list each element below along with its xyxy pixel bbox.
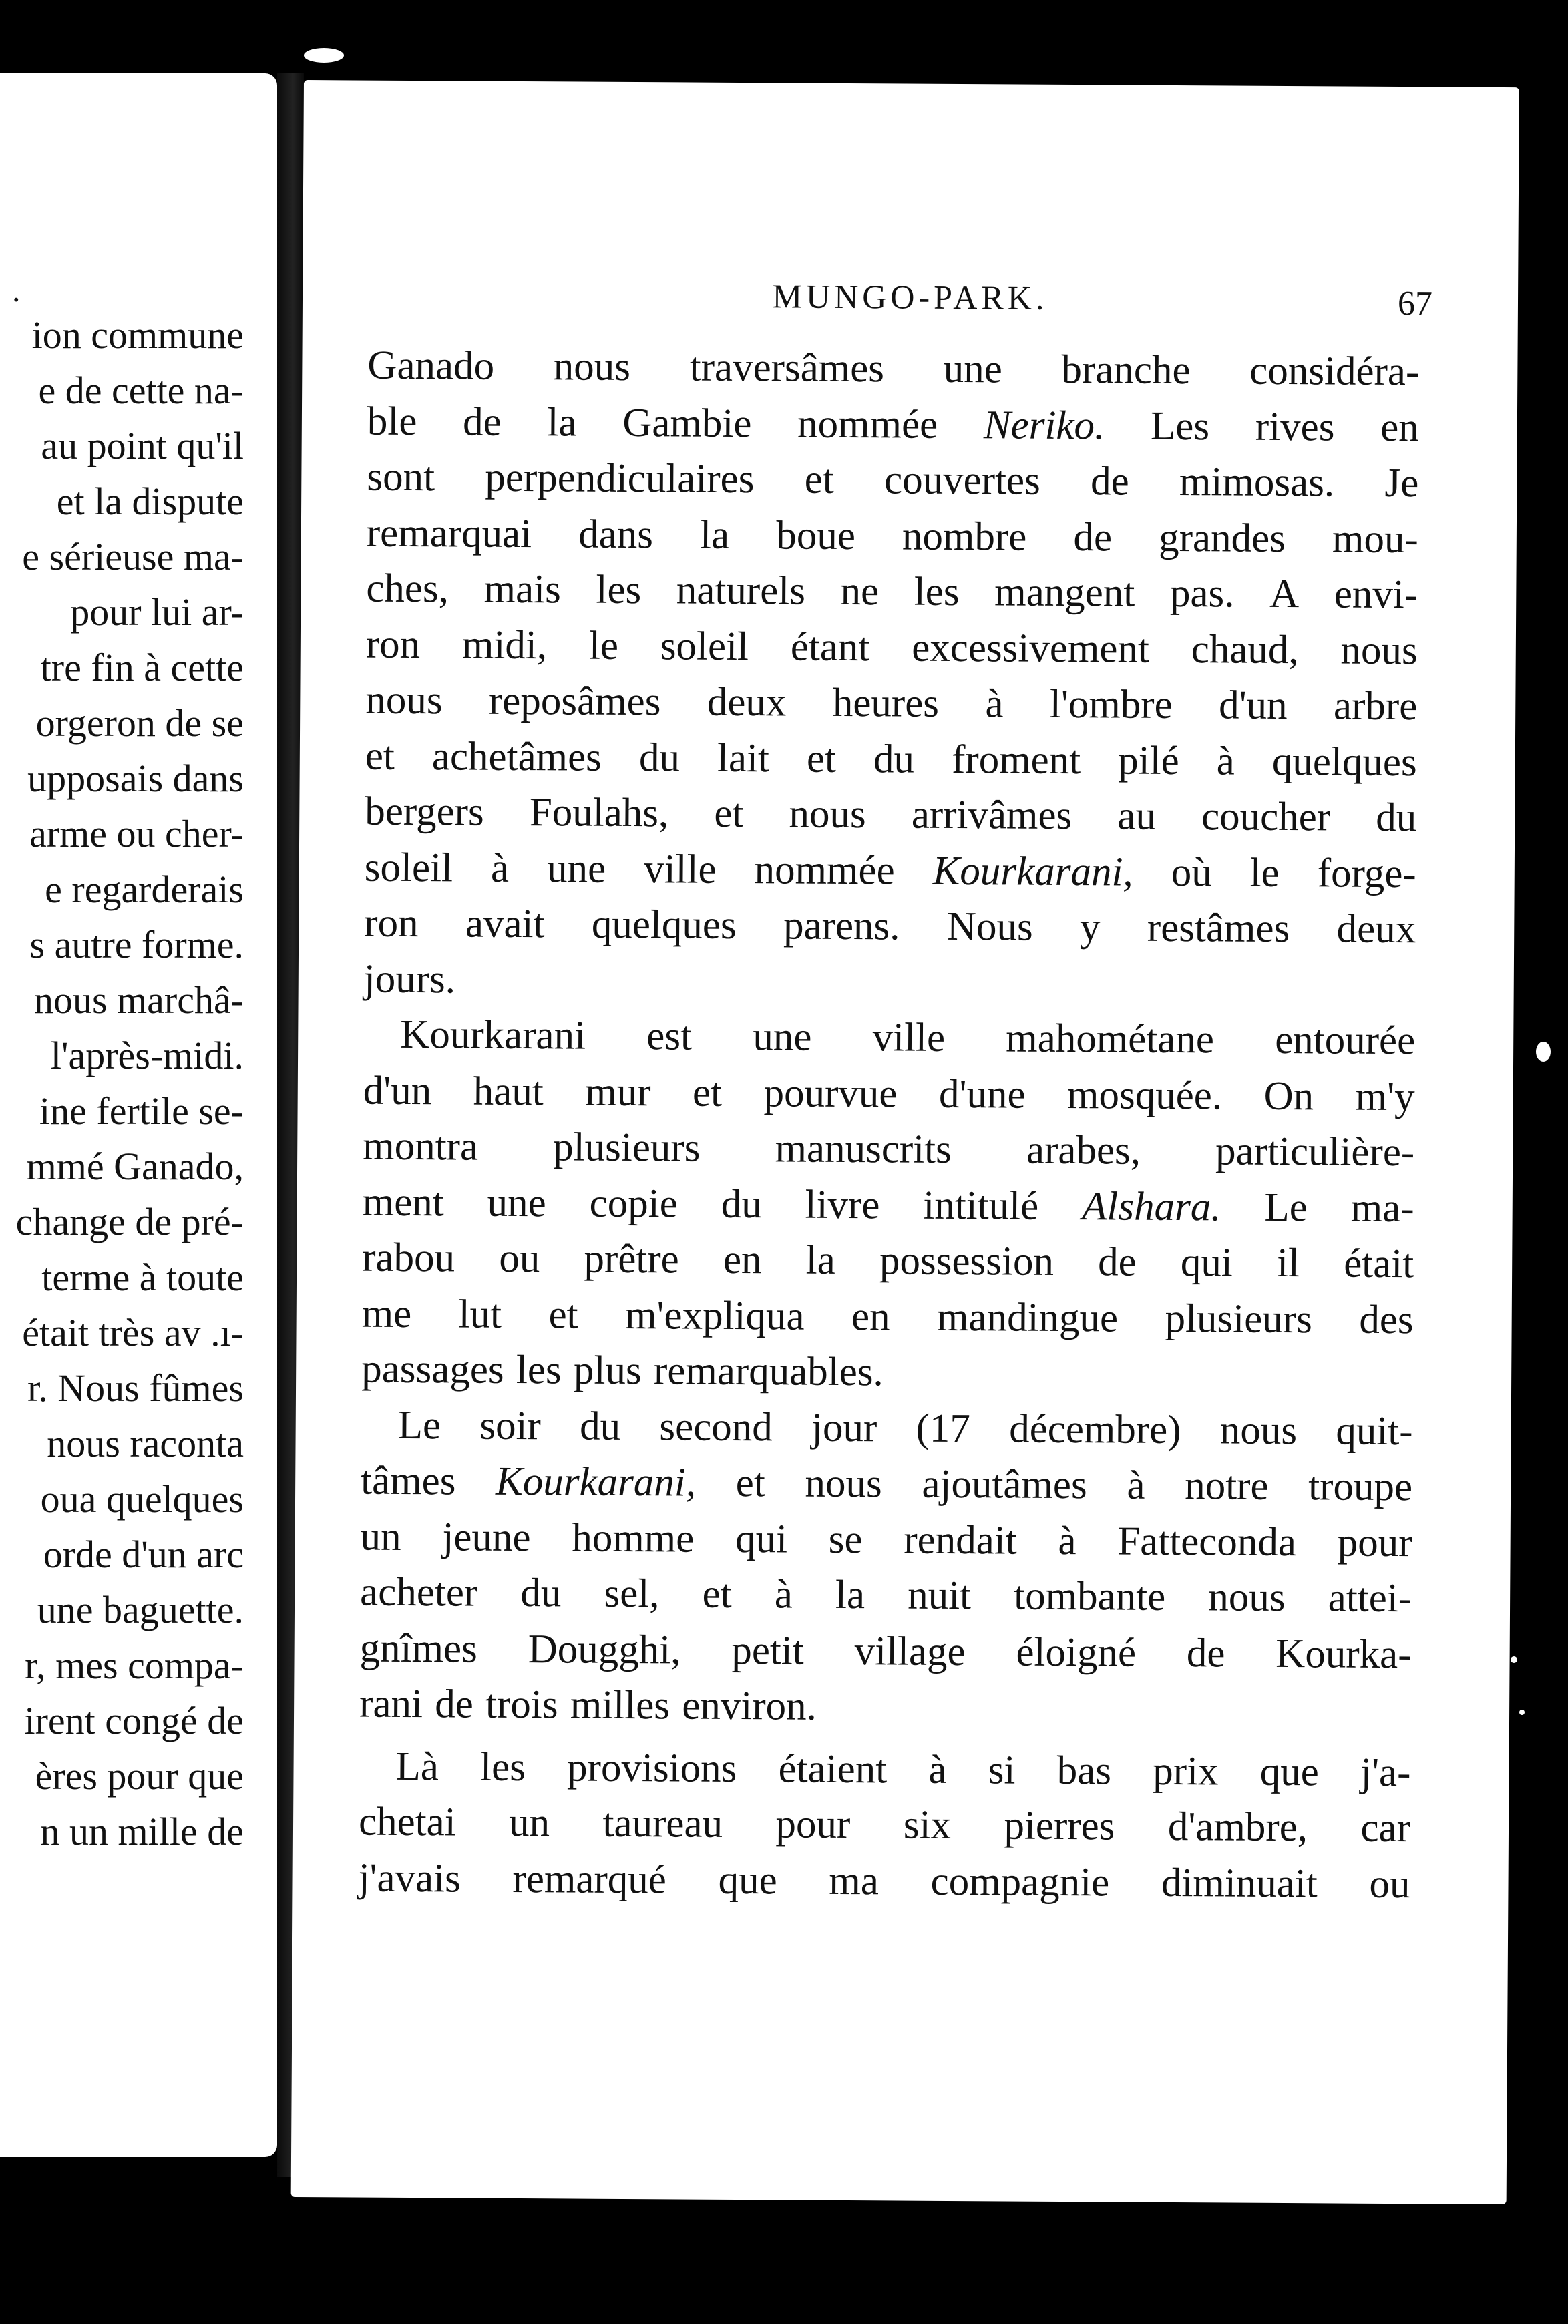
word: une xyxy=(546,845,606,892)
word: d'ambre, xyxy=(1167,1804,1308,1851)
word: bergers xyxy=(365,789,484,835)
word: plusieurs xyxy=(552,1125,701,1171)
word: des xyxy=(1359,1297,1414,1342)
word: quelques xyxy=(591,902,737,948)
word: mur xyxy=(585,1069,651,1115)
word: du xyxy=(579,1404,621,1449)
word: couvertes xyxy=(884,457,1041,504)
text-line xyxy=(367,505,1418,567)
text-line xyxy=(360,1565,1412,1627)
word: coucher xyxy=(1201,794,1331,840)
text-line xyxy=(360,1509,1412,1571)
word: d'un xyxy=(1218,683,1288,729)
word: au xyxy=(1117,793,1157,839)
word: mahométane xyxy=(1006,1016,1215,1062)
word: plus xyxy=(573,1348,642,1394)
word: soleil xyxy=(660,623,749,669)
running-head: MUNGO-PARK. xyxy=(772,277,1048,317)
left-page-line: tre fin à cette xyxy=(40,646,244,689)
word: forge- xyxy=(1317,850,1416,896)
word: arabes, xyxy=(1026,1127,1141,1173)
word: trois xyxy=(485,1682,558,1728)
word: diminuait xyxy=(1161,1860,1318,1906)
word: car xyxy=(1360,1805,1411,1851)
word: m'expliqua xyxy=(624,1292,805,1339)
word: Ganado xyxy=(367,343,495,389)
word: restâmes xyxy=(1147,905,1290,952)
scan-speck xyxy=(1519,1710,1525,1715)
word: tâmes xyxy=(360,1458,456,1504)
text-line xyxy=(367,338,1419,400)
word: pour xyxy=(775,1802,851,1848)
word: ma xyxy=(829,1858,879,1903)
word: les xyxy=(479,1744,526,1790)
word: pierres xyxy=(1004,1803,1115,1849)
left-page-line: arme ou cher- xyxy=(29,812,244,855)
word: milles xyxy=(570,1682,670,1728)
scan-speck xyxy=(304,48,344,63)
word: Kourkarani xyxy=(400,1012,586,1058)
text-line xyxy=(358,1850,1410,1912)
left-page-fragment xyxy=(0,73,277,2157)
left-page-line: orde d'un arc xyxy=(43,1533,244,1576)
word: nous xyxy=(805,1461,882,1507)
word: tombante xyxy=(1014,1573,1166,1619)
text-line xyxy=(363,1007,1415,1069)
word: Le xyxy=(1264,1185,1308,1230)
word: était xyxy=(1343,1241,1414,1287)
word: nombre xyxy=(902,513,1027,560)
word: de xyxy=(1090,459,1129,504)
word: On xyxy=(1263,1073,1314,1119)
word: la xyxy=(547,399,577,445)
word: m'y xyxy=(1355,1074,1415,1119)
left-page-line: et la dispute xyxy=(56,479,244,523)
text-line xyxy=(359,1794,1410,1857)
text-line xyxy=(359,1738,1410,1800)
word: quelques xyxy=(1271,739,1417,785)
left-page-line: ères pour que xyxy=(35,1754,244,1798)
word: jeune xyxy=(442,1514,531,1560)
word: naturels xyxy=(676,568,806,614)
word: rani xyxy=(359,1681,423,1727)
word: étant xyxy=(790,624,870,670)
word: acheter xyxy=(359,1569,478,1615)
word: est xyxy=(646,1014,693,1059)
left-page-line: upposais dans xyxy=(27,757,244,800)
word: l'ombre xyxy=(1049,681,1173,727)
left-page-line: r, mes compa- xyxy=(25,1643,244,1687)
word: plusieurs xyxy=(1165,1296,1313,1342)
word: si xyxy=(988,1747,1016,1793)
word: qui xyxy=(1180,1240,1233,1286)
word: Gambie xyxy=(622,400,752,446)
word: une xyxy=(487,1180,546,1225)
word: copie xyxy=(589,1181,678,1226)
scan-speck xyxy=(1511,1656,1517,1663)
left-page-line: mmé Ganado, xyxy=(26,1145,244,1188)
word: que xyxy=(718,1857,777,1903)
word: que xyxy=(1259,1749,1320,1794)
word: ches, xyxy=(366,566,449,612)
word: pilé xyxy=(1118,737,1179,783)
text-line xyxy=(362,1230,1414,1292)
word: Le xyxy=(397,1402,441,1448)
left-page-mark: . xyxy=(12,271,21,309)
word: à xyxy=(1127,1463,1145,1508)
word: ble xyxy=(367,399,417,444)
word: ville xyxy=(644,846,717,892)
word: ajoutâmes xyxy=(922,1461,1087,1508)
text-line xyxy=(367,393,1419,455)
text-line xyxy=(363,1119,1414,1181)
word: les xyxy=(516,1347,562,1393)
word: Kourka- xyxy=(1276,1631,1412,1677)
word: environ. xyxy=(682,1683,817,1729)
word: de xyxy=(1186,1630,1225,1676)
word: quit- xyxy=(1336,1408,1413,1454)
word: troupe xyxy=(1308,1464,1413,1510)
word: village xyxy=(854,1628,966,1674)
word: et xyxy=(702,1571,732,1617)
word: ment xyxy=(362,1179,444,1225)
left-page-line: ine fertile se- xyxy=(39,1089,244,1133)
word: de xyxy=(462,399,502,445)
text-line xyxy=(366,561,1418,623)
word: les xyxy=(914,569,960,615)
word: Neriko. xyxy=(983,402,1105,448)
left-page-line: ion commune xyxy=(31,313,244,357)
word: de xyxy=(1097,1239,1137,1285)
right-page xyxy=(291,80,1519,2204)
word: achetâmes xyxy=(431,733,602,780)
word: rendait xyxy=(904,1517,1017,1563)
left-page-line: une baguette. xyxy=(37,1588,244,1631)
text-line xyxy=(364,896,1416,958)
word: parens. xyxy=(783,903,900,949)
word: sont xyxy=(367,454,435,500)
text-line xyxy=(367,449,1418,512)
word: intitulé xyxy=(923,1183,1039,1229)
word: deux xyxy=(1336,906,1416,952)
word: Les xyxy=(1150,403,1210,449)
word: branche xyxy=(1061,347,1191,393)
word: arbre xyxy=(1333,683,1418,729)
left-page-text xyxy=(16,307,244,1859)
left-page-line: nous marchâ- xyxy=(33,978,244,1022)
word: nommée xyxy=(754,847,895,893)
word: froment xyxy=(951,737,1081,783)
word: une xyxy=(943,346,1003,392)
word: rabou xyxy=(362,1235,455,1281)
word: possession xyxy=(879,1238,1054,1284)
word: remarquai xyxy=(366,510,532,556)
text-line xyxy=(361,1453,1412,1515)
word: excessivement xyxy=(912,625,1150,672)
word: mais xyxy=(483,566,562,612)
word: jours. xyxy=(363,956,456,1002)
text-line xyxy=(366,616,1418,679)
word: particulière- xyxy=(1215,1129,1415,1175)
word: homme xyxy=(572,1515,695,1561)
word: Je xyxy=(1384,460,1419,506)
word: mou- xyxy=(1332,516,1418,562)
word: d'une xyxy=(938,1071,1026,1117)
word: nommée xyxy=(797,401,938,447)
word: j'a- xyxy=(1360,1750,1411,1795)
left-page-line: oua quelques xyxy=(40,1477,244,1521)
word: de xyxy=(435,1682,474,1727)
word: Alshara. xyxy=(1081,1183,1221,1229)
word: bas xyxy=(1056,1748,1112,1793)
word: arrivâmes xyxy=(911,792,1072,839)
word: Foulahs, xyxy=(529,790,669,836)
word: nous xyxy=(1219,1407,1298,1453)
word: qui xyxy=(735,1516,788,1561)
word: Kourkarani, xyxy=(932,848,1133,895)
word: me xyxy=(361,1291,412,1336)
word: du xyxy=(520,1571,562,1616)
word: remarqué xyxy=(512,1856,667,1902)
text-line xyxy=(361,1397,1412,1459)
word: et xyxy=(806,736,837,781)
left-page-line: au point qu'il xyxy=(41,424,244,467)
word: du xyxy=(721,1181,762,1227)
left-page-line: r. Nous fûmes xyxy=(27,1366,244,1410)
word: taureau xyxy=(602,1800,723,1847)
word: ma- xyxy=(1350,1185,1414,1231)
text-line xyxy=(365,728,1417,790)
word: décembre) xyxy=(1008,1406,1181,1452)
word: éloigné xyxy=(1016,1629,1137,1676)
word: la xyxy=(835,1572,865,1618)
word: considéra- xyxy=(1249,348,1420,395)
word: il xyxy=(1276,1240,1300,1286)
left-page-line: e sérieuse ma- xyxy=(22,535,244,578)
word: en xyxy=(723,1237,762,1283)
word: deux xyxy=(707,679,787,725)
word: ron xyxy=(365,622,421,667)
text-line xyxy=(363,1062,1415,1125)
word: et xyxy=(804,457,835,502)
word: pourvue xyxy=(763,1070,898,1116)
word: ne xyxy=(840,568,879,614)
word: nous xyxy=(1340,628,1418,673)
word: grandes xyxy=(1158,515,1286,561)
left-page-line: irent congé de xyxy=(24,1699,244,1742)
word: le xyxy=(588,623,619,668)
text-line xyxy=(365,839,1416,902)
word: haut xyxy=(473,1069,544,1114)
word: lut xyxy=(458,1291,502,1337)
text-line xyxy=(364,951,1416,1013)
text-line xyxy=(365,672,1417,735)
word: nous xyxy=(365,677,443,723)
word: chaud, xyxy=(1191,626,1299,672)
word: étaient xyxy=(778,1746,888,1792)
word: nous xyxy=(1208,1575,1286,1621)
word: reposâmes xyxy=(488,678,661,725)
word: à xyxy=(774,1572,793,1617)
word: A xyxy=(1269,571,1300,617)
word: dans xyxy=(578,512,654,557)
left-page-line: était très av .ı- xyxy=(22,1311,244,1354)
word: et xyxy=(714,791,744,837)
word: chetai xyxy=(358,1799,456,1845)
word: perpendiculaires xyxy=(485,455,755,502)
word: du xyxy=(873,736,915,782)
word: en xyxy=(1380,405,1419,450)
word: et xyxy=(735,1460,766,1506)
left-page-line: n un mille de xyxy=(40,1810,244,1853)
word: prêtre xyxy=(584,1236,679,1282)
word: heures xyxy=(832,680,940,726)
word: avait xyxy=(465,901,545,947)
left-page-line: e de cette na- xyxy=(38,369,244,412)
word: du xyxy=(1376,795,1417,841)
word: compagnie xyxy=(930,1859,1110,1905)
text-line xyxy=(365,784,1416,846)
left-page-line: orgeron de se xyxy=(35,701,244,745)
word: à xyxy=(985,681,1004,727)
word: ou xyxy=(1369,1861,1410,1907)
left-page-line: nous raconta xyxy=(47,1422,244,1465)
left-page-line: pour lui ar- xyxy=(70,590,244,634)
word: Dougghi, xyxy=(528,1626,681,1672)
word: Là xyxy=(395,1744,439,1789)
word: rives xyxy=(1255,404,1335,449)
word: à xyxy=(1058,1518,1076,1563)
page-body-text xyxy=(358,338,1419,1913)
word: livre xyxy=(805,1182,880,1227)
left-page-line: l'après-midi. xyxy=(50,1034,244,1077)
word: notre xyxy=(1184,1463,1269,1509)
word: pas. xyxy=(1169,570,1235,616)
word: se xyxy=(828,1517,863,1562)
word: à xyxy=(928,1747,947,1792)
word: pour xyxy=(1337,1519,1412,1565)
word: manuscrits xyxy=(775,1126,952,1172)
word: (17 xyxy=(916,1406,971,1451)
left-page-line: e regarderais xyxy=(45,867,244,911)
word: mimosas. xyxy=(1179,459,1335,506)
word: soleil xyxy=(364,845,453,890)
word: d'un xyxy=(363,1068,432,1113)
word: six xyxy=(903,1802,952,1848)
word: petit xyxy=(731,1627,804,1674)
word: une xyxy=(753,1014,812,1060)
word: entourée xyxy=(1274,1017,1416,1064)
word: et xyxy=(365,733,395,779)
left-page-line: s autre forme. xyxy=(29,923,244,966)
word: mangent xyxy=(994,570,1135,616)
word: la xyxy=(805,1237,835,1283)
word: midi, xyxy=(461,622,548,668)
word: envi- xyxy=(1334,572,1418,618)
word: en xyxy=(851,1294,890,1339)
word: mandingue xyxy=(936,1294,1119,1340)
page-number: 67 xyxy=(1397,284,1433,323)
left-page-line: change de pré- xyxy=(15,1200,244,1243)
word: Kourkarani, xyxy=(495,1459,697,1505)
word: ou xyxy=(499,1235,540,1282)
word: y xyxy=(1079,905,1101,950)
text-line xyxy=(359,1676,1411,1738)
word: gnîmes xyxy=(359,1625,478,1672)
text-line xyxy=(361,1286,1413,1348)
word: boue xyxy=(776,512,856,558)
word: de xyxy=(1073,514,1113,560)
word: et xyxy=(548,1292,578,1338)
text-line xyxy=(362,1174,1414,1236)
word: nuit xyxy=(908,1573,972,1619)
word: ville xyxy=(872,1015,946,1060)
text-line xyxy=(361,1342,1413,1404)
word: un xyxy=(508,1800,550,1846)
word: provisions xyxy=(566,1744,737,1791)
left-page-line: terme à toute xyxy=(41,1255,244,1299)
word: à xyxy=(490,845,510,891)
word: montra xyxy=(363,1123,479,1169)
word: second xyxy=(659,1404,773,1450)
word: sel, xyxy=(604,1571,660,1617)
word: Fatteconda xyxy=(1117,1518,1297,1565)
word: lait xyxy=(717,735,770,781)
word: les xyxy=(596,567,642,613)
word: prix xyxy=(1153,1748,1219,1794)
word: mosquée. xyxy=(1066,1072,1223,1118)
word: j'avais xyxy=(358,1855,461,1901)
word: Nous xyxy=(946,904,1033,950)
word: du xyxy=(638,735,680,780)
word: où xyxy=(1171,849,1212,895)
word: jour xyxy=(811,1405,877,1450)
word: et xyxy=(692,1070,723,1115)
word: attei- xyxy=(1328,1575,1412,1621)
word: soir xyxy=(479,1403,542,1448)
word: un xyxy=(360,1514,401,1559)
word: à xyxy=(1216,738,1235,784)
word: remarquables. xyxy=(653,1348,884,1395)
word: le xyxy=(1249,850,1280,896)
word: nous xyxy=(553,344,631,389)
word: la xyxy=(699,512,730,558)
word: traversâmes xyxy=(689,345,885,391)
scan-speck xyxy=(1536,1042,1551,1062)
word: ron xyxy=(364,900,419,946)
word: nous xyxy=(789,791,866,837)
text-line xyxy=(359,1620,1411,1682)
word: passages xyxy=(361,1346,504,1392)
